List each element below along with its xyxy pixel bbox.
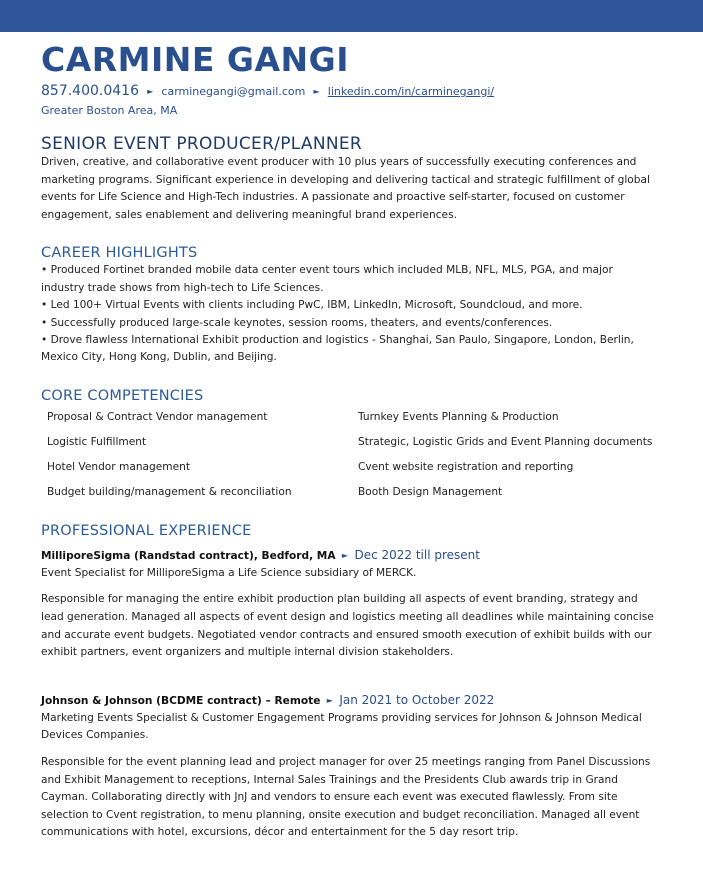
highlight-line: • Drove flawless International Exhibit production and logistics - Shanghai, San Paulo, Singapore, London, Berlin, <box>41 334 634 346</box>
highlight-line: • Produced Fortinet branded mobile data center event tours which included MLB, NFL, MLS, PGA, and major <box>41 264 613 277</box>
job-description-line: and accurate event budgets. Negotiated vendor contracts and ensured smooth execution of exhibit builds with our <box>41 628 652 641</box>
contact-line <box>41 82 671 101</box>
job-role <box>41 710 671 745</box>
job-description-line: communications with hotel, excursions, décor and entertainment for the 5 day resort trip. <box>41 826 519 839</box>
section-heading-experience: PROFESSIONAL EXPERIENCE <box>41 522 252 539</box>
section-heading-competencies: CORE COMPETENCIES <box>41 387 204 404</box>
job-employer: Johnson & Johnson (BCDME contract) – Remote <box>41 694 321 707</box>
professional-title: SENIOR EVENT PRODUCER/PLANNER <box>41 134 363 154</box>
job-role-line: Event Specialist for MilliporeSigma a Life Science subsidiary of MERCK. <box>41 566 417 579</box>
competency-item: Strategic, Logistic Grids and Event Planning documents <box>358 435 653 448</box>
location: Greater Boston Area, MA <box>41 104 178 117</box>
job-description <box>41 754 671 842</box>
highlight-line: • Successfully produced large-scale keynotes, session rooms, theaters, and events/conferences. <box>41 316 553 329</box>
competency-item: Hotel Vendor management <box>47 460 190 473</box>
job-description-line: Responsible for managing the entire exhibit production plan building all aspects of event branding, strategy and <box>41 593 638 606</box>
job-role <box>41 565 671 583</box>
highlight-line: Mexico City, Hong Kong, Dublin, and Beijing. <box>41 351 277 364</box>
job-description-line: exhibit partners, event organizers and multiple internal division stakeholders. <box>41 646 454 659</box>
competency-item: Budget building/management & reconciliation <box>47 485 292 498</box>
job-description-line: lead generation. Managed all aspects of event design and logistics meeting all deadlines while maintaining concise <box>41 611 654 623</box>
summary-paragraph <box>41 154 671 224</box>
job-role-line: Marketing Events Specialist & Customer Engagement Programs providing services for Johnson & Johnson Medical <box>41 711 642 724</box>
highlights-list <box>41 262 671 366</box>
email-address[interactable]: carminegangi@gmail.com <box>161 85 306 98</box>
job-description-line: Cayman. Collaborating directly with JnJ and vendors to ensure each event was executed flawlessly. From site <box>41 791 618 804</box>
competencies-grid <box>41 408 671 501</box>
job-description <box>41 591 671 661</box>
separator-arrow-icon: ► <box>341 550 349 560</box>
job-header <box>41 547 671 565</box>
job-entry <box>41 692 671 842</box>
job-description-line: Responsible for the event planning lead and project manager for over 25 meetings ranging from Panel Discussions <box>41 755 651 768</box>
summary-line: engagement, sales enablement and delivering meaningful brand experiences. <box>41 208 457 221</box>
job-entry <box>41 547 671 662</box>
highlight-line: • Led 100+ Virtual Events with clients including PwC, IBM, LinkedIn, Microsoft, Soundcloud, and more. <box>41 299 583 312</box>
summary-line: marketing programs. Significant experience in developing and delivering tactical and strategic fulfillment of global <box>41 173 650 186</box>
job-employer: MilliporeSigma (Randstad contract), Bedford, MA <box>41 549 336 562</box>
linkedin-link[interactable]: linkedin.com/in/carminegangi/ <box>327 85 495 98</box>
job-dates: Jan 2021 to October 2022 <box>339 692 495 707</box>
competency-item: Cvent website registration and reporting <box>358 460 574 473</box>
header-color-bar <box>0 0 703 32</box>
job-description-line: selection to Cvent registration, to menu planning, onsite execution and budget reconciliation. Managed all event <box>41 808 640 821</box>
separator-arrow-icon: ► <box>313 87 320 96</box>
competency-item: Logistic Fulfillment <box>47 435 147 448</box>
section-heading-highlights: CAREER HIGHLIGHTS <box>41 245 198 262</box>
separator-arrow-icon: ► <box>326 695 333 705</box>
competency-item: Turnkey Events Planning & Production <box>358 410 559 423</box>
job-dates: Dec 2022 till present <box>354 547 480 562</box>
separator-arrow-icon: ► <box>147 87 154 96</box>
resume-page <box>41 40 671 842</box>
competency-item: Proposal & Contract Vendor management <box>47 410 268 423</box>
competency-item: Booth Design Management <box>358 485 503 498</box>
summary-line: Driven, creative, and collaborative event producer with 10 plus years of successfully executing conferences and <box>41 156 637 168</box>
job-role-line: Devices Companies. <box>41 729 149 742</box>
phone-number: 857.400.0416 <box>41 83 139 99</box>
summary-line: events for Life Science and High-Tech industries. A passionate and proactive self-starter, focused on customer <box>41 191 625 204</box>
highlight-line: industry trade shows from high-tech to Life Sciences. <box>41 281 324 294</box>
job-header <box>41 692 671 710</box>
job-description-line: and Exhibit Management to receptions, Internal Sales Trainings and the Presidents Club awards trip in Grand <box>41 773 618 786</box>
candidate-name: CARMINE GANGI <box>41 40 350 79</box>
